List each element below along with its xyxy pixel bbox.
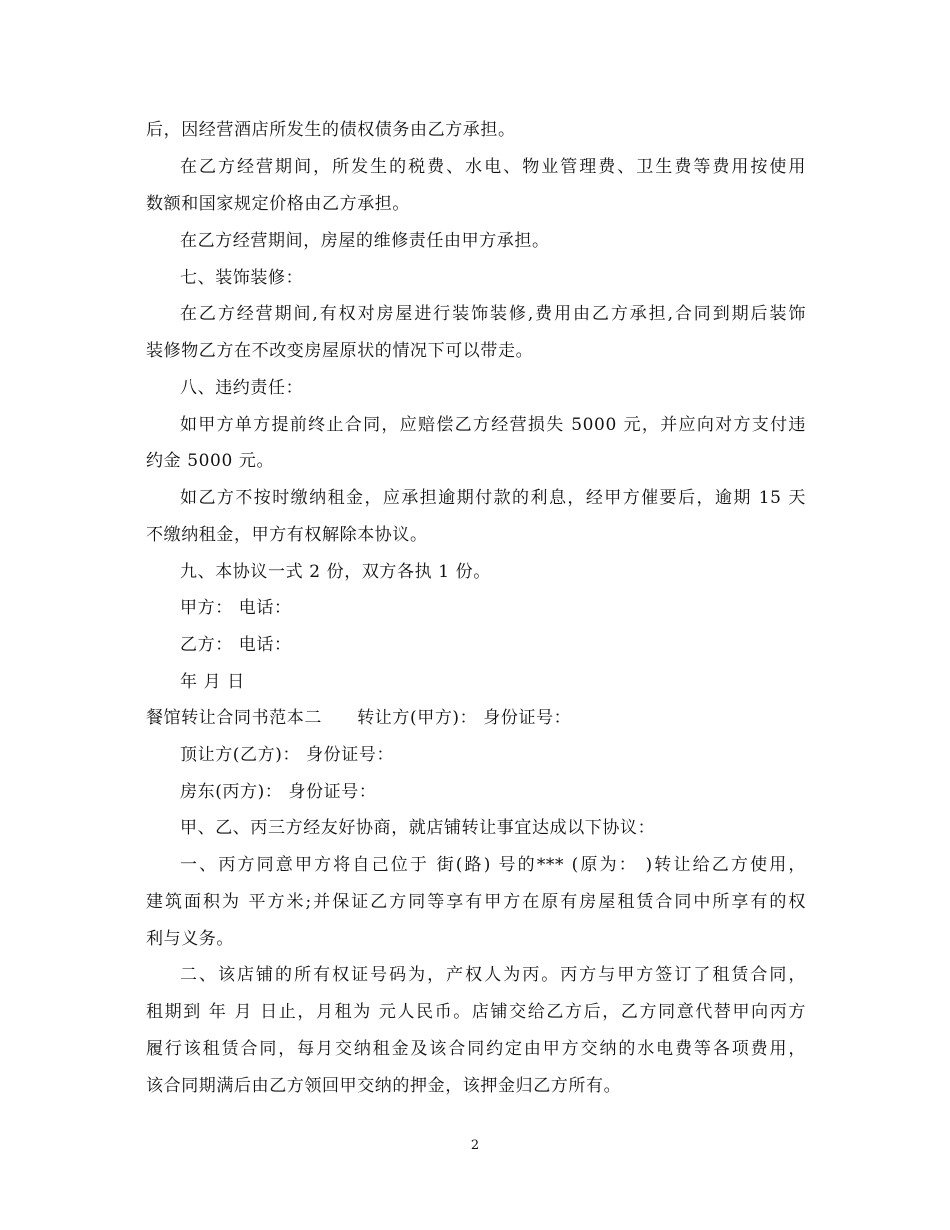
signature-line-party-b: 乙方： 电话： <box>180 635 292 655</box>
paragraph-line: 约金 5000 元。 <box>146 451 275 471</box>
paragraph-line: 在乙方经营期间，所发生的税费、水电、物业管理费、卫生费等费用按使用 <box>180 157 806 177</box>
paragraph-line: 利与义务。 <box>146 929 234 949</box>
paragraph-line: 在乙方经营期间，房屋的维修责任由甲方承担。 <box>180 231 550 251</box>
paragraph-line: 九、本协议一式 2 份，双方各执 1 份。 <box>180 562 491 582</box>
paragraph-line: 该合同期满后由乙方领回甲交纳的押金，该押金归乙方所有。 <box>146 1076 622 1096</box>
paragraph-line: 一、丙方同意甲方将自己位于 街(路) 号的*** (原为： )转让给乙方使用， <box>180 855 806 875</box>
paragraph-line: 租期到 年 月 日止，月租为 元人民币。店铺交给乙方后，乙方同意代替甲向丙方 <box>146 1002 806 1022</box>
section-heading: 七、装饰装修： <box>180 268 304 288</box>
section-heading: 八、违约责任： <box>180 378 304 398</box>
paragraph-line: 在乙方经营期间,有权对房屋进行装饰装修,费用由乙方承担,合同到期后装饰 <box>180 304 806 324</box>
paragraph-line: 不缴纳租金，甲方有权解除本协议。 <box>146 525 428 545</box>
paragraph-line: 装修物乙方在不改变房屋原状的情况下可以带走。 <box>146 341 534 361</box>
paragraph-line: 数额和国家规定价格由乙方承担。 <box>146 194 410 214</box>
page-number: 2 <box>470 1138 480 1153</box>
date-line: 年 月 日 <box>180 672 245 692</box>
paragraph-line: 二、该店铺的所有权证号码为，产权人为丙。丙方与甲方签订了租赁合同， <box>180 965 806 985</box>
party-line: 房东(丙方)： 身份证号： <box>180 782 377 802</box>
contract-title-line: 餐馆转让合同书范本二 转让方(甲方)： 身份证号： <box>146 708 572 728</box>
paragraph-line: 如甲方单方提前终止合同，应赔偿乙方经营损失 5000 元，并应向对方支付违 <box>180 415 806 435</box>
paragraph-line: 甲、乙、丙三方经友好协商，就店铺转让事宜达成以下协议： <box>180 818 656 838</box>
signature-line-party-a: 甲方： 电话： <box>180 598 292 618</box>
paragraph-line: 建筑面积为 平方米;并保证乙方同等享有甲方在原有房屋租赁合同中所享有的权 <box>146 892 806 912</box>
paragraph-line: 如乙方不按时缴纳租金，应承担逾期付款的利息，经甲方催要后，逾期 15 天 <box>180 488 806 508</box>
paragraph-line: 履行该租赁合同，每月交纳租金及该合同约定由甲方交纳的水电费等各项费用， <box>146 1039 806 1059</box>
party-line: 顶让方(乙方)： 身份证号： <box>180 745 395 765</box>
paragraph-line: 后，因经营酒店所发生的债权债务由乙方承担。 <box>146 120 516 140</box>
